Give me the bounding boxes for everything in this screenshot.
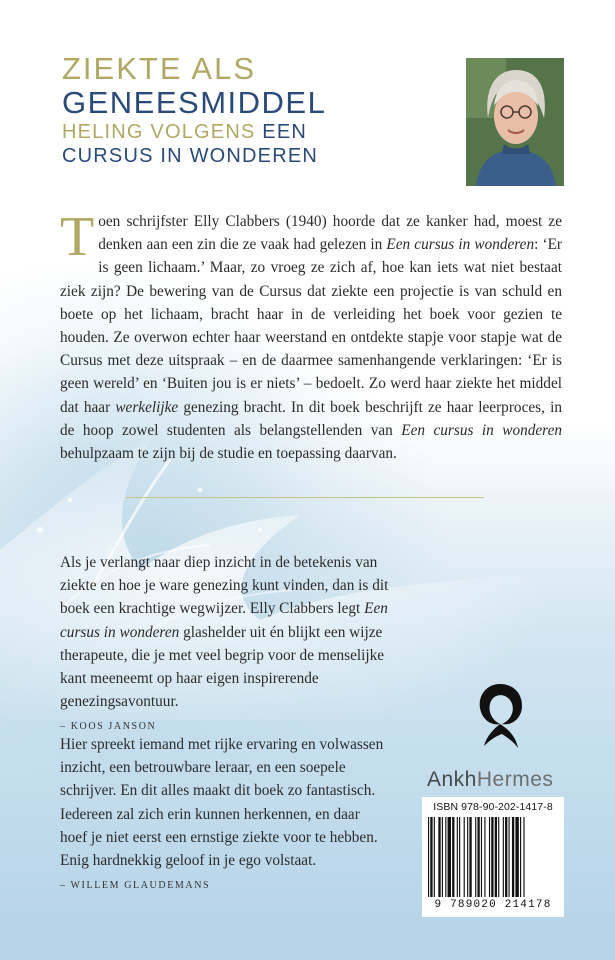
publisher-name-part-1: Ankh: [427, 768, 477, 791]
barcode-bar: [481, 817, 482, 897]
description-title-1: Een cursus in wonderen: [386, 236, 535, 254]
barcode-bar: [464, 817, 465, 897]
book-title-block: [62, 52, 326, 168]
blurb-1-text: [60, 551, 390, 713]
subtitle-line-2: CURSUS IN WONDEREN: [62, 145, 319, 167]
barcode-bar: [495, 817, 497, 897]
publisher-name-part-2: Hermes: [476, 768, 554, 791]
barcode-bar: [520, 817, 521, 897]
subtitle-part-1: HELING VOLGENS: [62, 121, 256, 143]
barcode-bar: [484, 817, 485, 897]
blurb-1-text-b: glashelder uit én blijkt een wijze therapeute, die je met veel begrip voor de menselijke kant meeneemt op haar eigen inspirerende genezingsavontuur.: [60, 623, 385, 711]
title-line-1: ZIEKTE ALS: [62, 51, 257, 86]
barcode-bar: [445, 817, 446, 897]
blurb-1-text-a: Als je verlangt naar diep inzicht in de betekenis van ziekte en hoe je ware genezing kunt vinden, dan is dit boek een krachtige wegwijzer. Elly Clabbers legt: [60, 554, 389, 618]
barcode-bar: [489, 817, 490, 897]
barcode-bar: [498, 817, 499, 897]
barcode-bar: [438, 817, 440, 897]
barcode-bar: [457, 817, 458, 897]
book-description: [60, 206, 563, 465]
barcode-bar: [448, 817, 451, 897]
barcode-bar: [452, 817, 454, 897]
barcode-bar: [515, 817, 518, 897]
subtitle-line-1: [62, 120, 326, 144]
divider-rule: [126, 497, 484, 498]
drop-cap: T: [60, 206, 95, 268]
description-text-d: behulpzaam te zijn bij de studie en toepassing daarvan.: [60, 445, 397, 463]
isbn-barcode: [422, 797, 564, 917]
title-line-2: GENEESMIDDEL: [62, 85, 327, 120]
isbn-label: ISBN 978-90-202-1417-8: [433, 801, 553, 813]
barcode-bar: [459, 817, 460, 897]
barcode-bar: [503, 817, 504, 897]
description-title-2: Een cursus in wonderen: [401, 421, 563, 439]
barcode-bar: [430, 817, 432, 897]
description-text-c: genezing bracht. In dit boek beschrijft ze haar leerproces, in de hoop zowel studenten als belangstellenden van: [60, 398, 562, 439]
description-text-b: : ‘Er is geen lichaam.’ Maar, zo vroeg ze zich af, hoe kan iets wat niet bestaat ziek zijn? De bewering van de Cursus dat ziekte een projectie is van schuld en boete op het lichaam, bracht haar in de verleiding het boek voor gezien te houden. Ze overwon echter haar weerstand en ontdekte stapje voor stapje wat de Cursus met deze uitspraak – en de daarmee samenhangende verklaringen: ‘Er is geen wereld’ en ‘Buiten jou is er niets’ – bedoelt. Zo werd haar ziekte het middel dat haar: [60, 236, 563, 416]
blurb-quote-1: [60, 551, 390, 739]
barcode-bars-icon: [428, 817, 558, 897]
barcode-bar: [523, 817, 524, 897]
subtitle-part-2: EEN: [255, 121, 308, 143]
description-emphasis: werkelijke: [115, 398, 179, 416]
blurb-2-attribution: – WILLEM GLAUDEMANS: [60, 880, 211, 892]
blurb-quote-2: [60, 733, 390, 897]
barcode-bar: [509, 817, 510, 897]
barcode-bar: [491, 817, 493, 897]
publisher-name: [427, 768, 553, 792]
barcode-bar: [469, 817, 471, 897]
barcode-bar: [442, 817, 443, 897]
barcode-bar: [475, 817, 476, 897]
barcode-bar: [428, 817, 429, 897]
barcode-bar: [505, 817, 507, 897]
barcode-bar: [467, 817, 468, 897]
barcode-bar: [434, 817, 435, 897]
blurb-1-attribution: – KOOS JANSON: [60, 721, 157, 733]
ankh-hermes-logo-icon: [470, 680, 530, 750]
barcode-bar: [512, 817, 514, 897]
barcode-digits: 9 789020 214178: [434, 899, 552, 911]
blurb-2-text: Hier spreekt iemand met rijke ervaring en volwassen inzicht, een betrouwbare leraar, en een soepele schrijver. En dit alles maakt dit boek zo fantastisch. Iedereen zal zich erin kunnen herkennen, en daar hoef je niet eerst een ernstige ziekte voor te hebben. Enig hardnekkig geloof in je ego volstaat.: [60, 736, 384, 870]
barcode-bar: [477, 817, 479, 897]
blurb-1-title: Een cursus in wonderen: [60, 600, 388, 641]
author-photo: [466, 58, 564, 186]
description-text-a: oen schrijfster Elly Clabbers (1940) hoorde dat ze kanker had, moest ze denken aan een zin die ze vaak had gelezen in: [98, 213, 562, 254]
